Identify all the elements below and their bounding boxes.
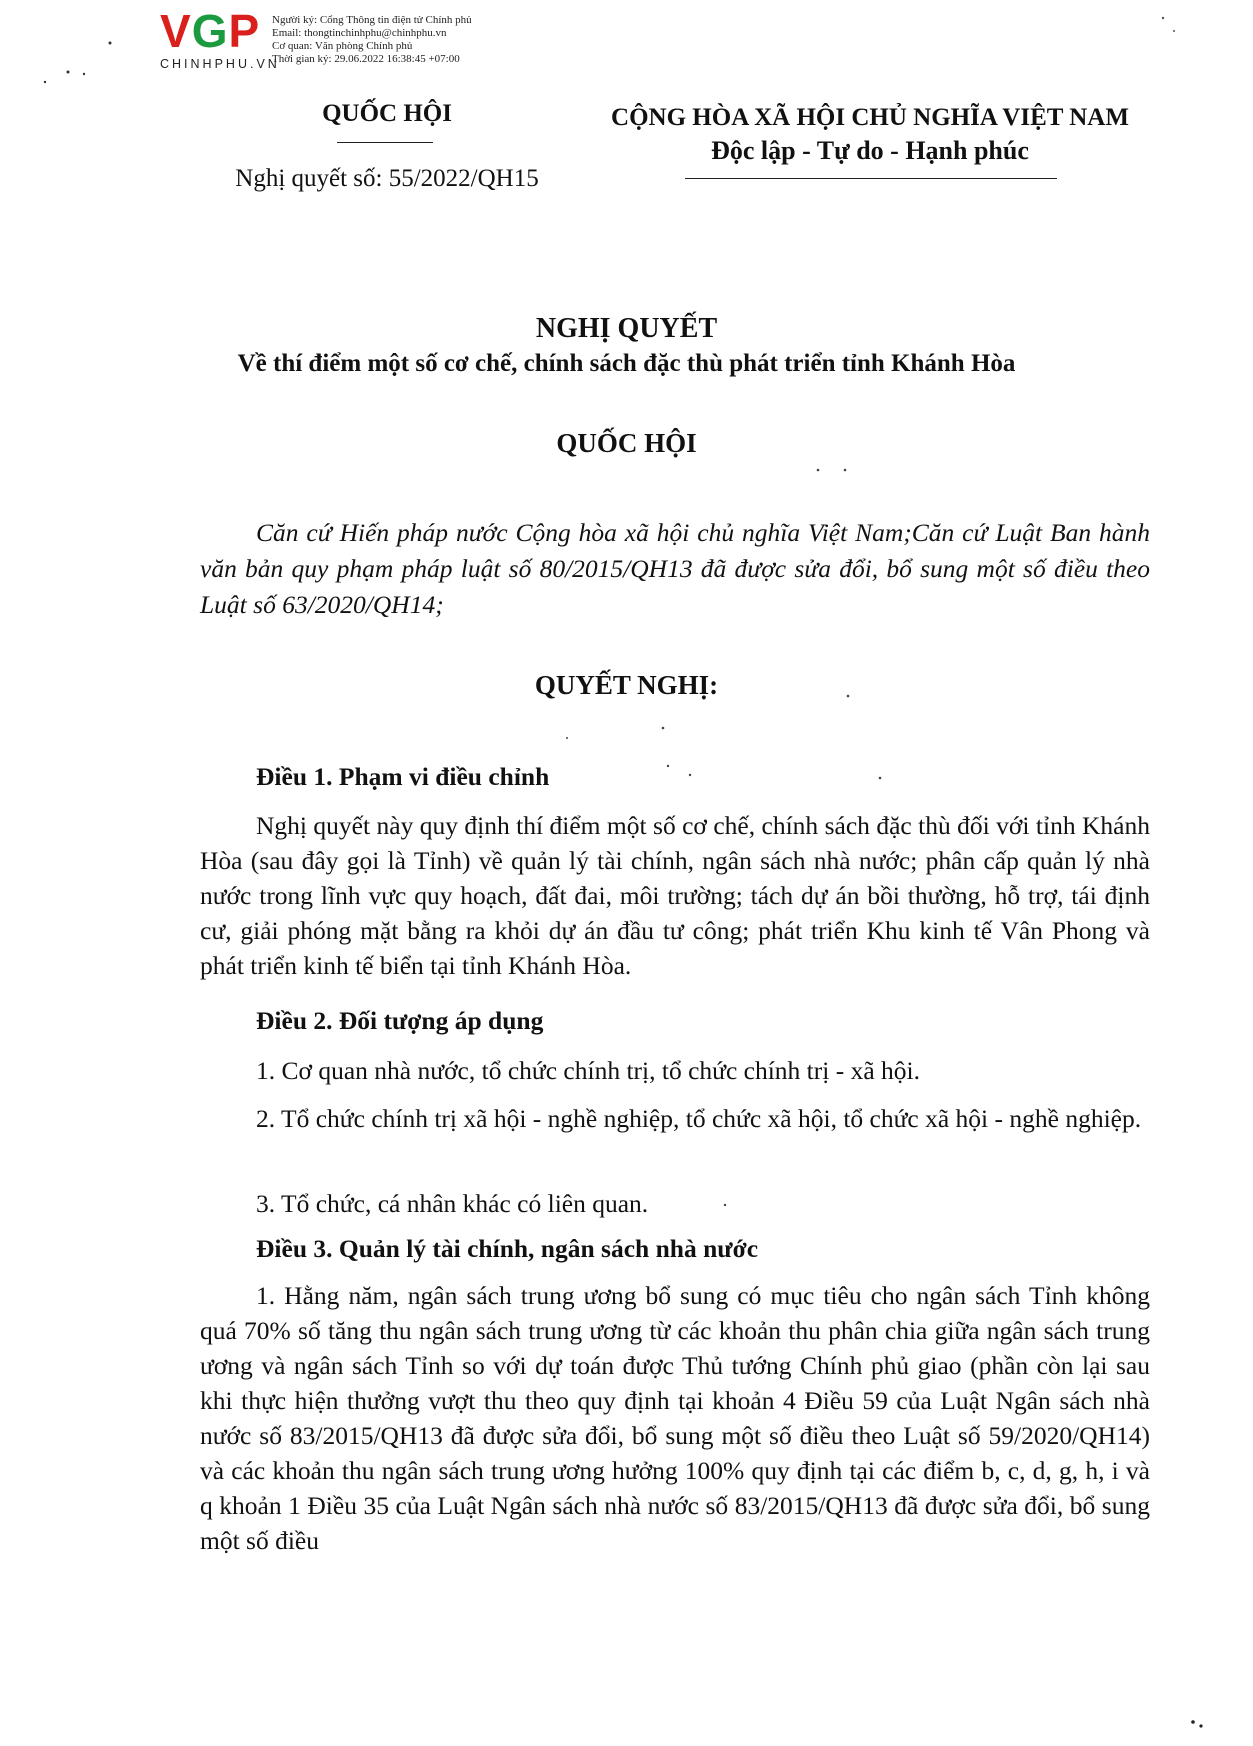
vgp-letter-p: P [228,5,261,57]
speck [1162,17,1164,19]
enacting-body-title: QUỐC HỘI [556,428,697,458]
article-2-heading: Điều 2. Đối tượng áp dụng [256,1006,544,1035]
issuing-body: QUỐC HỘI [322,100,452,127]
signature-time: Thời gian ký: 29.06.2022 16:38:45 +07:00 [272,53,460,65]
speck [109,42,112,45]
article-1-text: Nghị quyết này quy định thí điểm một số cơ chế, chính sách đặc thù đối với tỉnh Khánh Hòa (sau đây gọi là Tỉnh) về quản lý tài chính, ngân sách nhà nước; phân cấp quản lý nhà nước trong lĩnh vực quy hoạch, đất đai, môi trường; tách dự án bồi thường, hỗ trợ, tái định cư, giải phóng mặt bằng ra khỏi dự án đầu tư công; phát triển Khu kinh tế Vân Phong và phát triển kinh tế biển tại tỉnh Khánh Hòa. [200,811,1150,980]
national-motto: Độc lập - Tự do - Hạnh phúc [711,136,1029,165]
signature-signer: Người ký: Cổng Thông tin điện tử Chính phủ [272,14,472,26]
speck [1191,1720,1195,1724]
article-3-item: 1. Hằng năm, ngân sách trung ương bổ sung có mục tiêu cho ngân sách Tỉnh không quá 70% số tăng thu ngân sách trung ương từ các khoản thu phân chia giữa ngân sách trung ương và ngân sách Tỉnh so với dự toán được Thủ tướng Chính phủ giao (phần còn lại sau khi thực hiện thưởng vượt thu theo quy định tại khoản 4 Điều 59 của Luật Ngân sách nhà nước số 83/2015/QH13 đã được sửa đổi, bổ sung một số điều theo Luật số 59/2020/QH14) và các khoản thu ngân sách trung ương hưởng 100% quy định tại các điểm b, c, d, g, h, i và q khoản 1 Điều 35 của Luật Ngân sách nhà nước số 83/2015/QH13 đã được sửa đổi, bổ sung một số điều [200,1281,1150,1555]
speck [844,469,847,472]
speck [817,469,820,472]
article-2-item: 2. Tổ chức chính trị xã hội - nghề nghiệp, tổ chức xã hội, tổ chức xã hội - nghề nghiệp. [256,1104,1142,1133]
vgp-letter-v: V [160,5,192,57]
vgp-logo-mark [160,5,280,57]
speck [879,777,882,780]
document-number: Nghị quyết số: 55/2022/QH15 [235,165,539,192]
digital-signature-info [272,14,472,66]
speck [566,737,568,739]
article-2-item: 3. Tổ chức, cá nhân khác có liên quan. [256,1189,649,1218]
signature-email: Email: thongtinchinhphu@chinhphu.vn [272,27,447,39]
speck [83,73,85,75]
national-title: CỘNG HÒA XÃ HỘI CHỦ NGHĨA VIỆT NAM [611,104,1129,131]
document-subject: Về thí điểm một số cơ chế, chính sách đặc thù phát triển tỉnh Khánh Hòa [237,350,1016,377]
issuer-divider [337,142,433,143]
speck [67,71,70,74]
vgp-logo-subtitle: CHINHPHU.VN [160,57,280,71]
speck [667,765,669,767]
speck [44,81,46,83]
document-type-title: NGHỊ QUYẾT [535,313,718,344]
decides-heading: QUYẾT NGHỊ: [534,670,719,700]
article-2-item: 1. Cơ quan nhà nước, tổ chức chính trị, tổ chức chính trị - xã hội. [256,1056,920,1085]
signature-agency: Cơ quan: Văn phòng Chính phủ [272,40,413,52]
article-3-heading: Điều 3. Quản lý tài chính, ngân sách nhà nước [256,1234,759,1263]
speck [689,774,691,776]
vgp-letter-g: G [191,5,229,57]
motto-underline [685,178,1057,179]
speck [662,727,665,730]
speck [1173,30,1175,32]
vgp-logo [160,5,280,71]
preamble: Căn cứ Hiến pháp nước Cộng hòa xã hội chủ nghĩa Việt Nam;Căn cứ Luật Ban hành văn bản quy phạm pháp luật số 80/2015/QH13 đã được sửa đổi, bổ sung một số điều theo Luật số 63/2020/QH14; [200,518,1150,619]
article-1-heading: Điều 1. Phạm vi điều chỉnh [256,762,550,791]
speck [1199,1724,1202,1727]
